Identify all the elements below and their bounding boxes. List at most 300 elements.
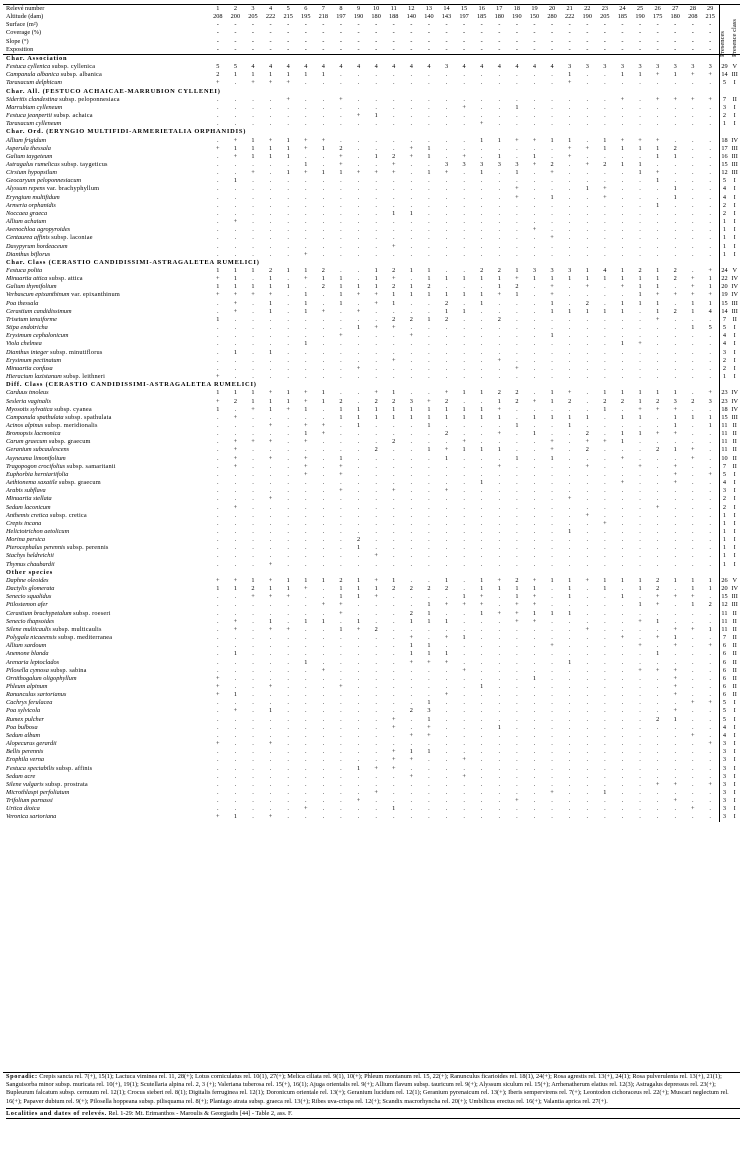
presence-count: 6 — [719, 659, 729, 667]
absent-value: . — [428, 772, 430, 780]
absent-value: . — [480, 454, 483, 462]
absent-value: . — [551, 495, 553, 503]
cover-value: + — [339, 487, 343, 495]
empty-value: - — [656, 29, 659, 37]
absent-value: . — [674, 731, 677, 739]
cover-value: 1 — [550, 389, 554, 397]
absent-value: . — [480, 79, 483, 87]
absent-value: . — [621, 324, 624, 332]
cover-value: 1 — [374, 413, 378, 421]
absent-value: . — [357, 185, 360, 193]
cover-value: + — [251, 169, 255, 177]
species-row — [3, 349, 740, 357]
cover-value: 4 — [550, 63, 554, 71]
species-name: Bellis perennis — [6, 748, 44, 756]
cover-value: 3 — [656, 63, 660, 71]
absent-value: . — [709, 650, 711, 658]
absent-value: . — [568, 650, 571, 658]
absent-value: . — [322, 103, 325, 111]
absent-value: . — [357, 479, 360, 487]
cover-value: 1 — [638, 144, 642, 152]
absent-value: . — [621, 511, 624, 519]
absent-value: . — [217, 185, 219, 193]
absent-value: . — [639, 731, 641, 739]
species-row — [3, 324, 740, 332]
absent-value: . — [621, 250, 624, 258]
cover-value: + — [409, 658, 414, 666]
absent-value: . — [709, 462, 711, 470]
absent-value: . — [639, 364, 641, 372]
cover-value: 1 — [444, 405, 449, 413]
species-row — [3, 218, 740, 226]
absent-value: . — [252, 511, 254, 519]
absent-value: . — [533, 813, 536, 821]
cover-value: 1 — [286, 152, 290, 160]
absent-value: . — [709, 177, 711, 185]
cover-value: 1 — [462, 307, 466, 315]
empty-value: - — [543, 46, 561, 55]
absent-value: . — [357, 813, 360, 821]
absent-value: . — [516, 699, 518, 707]
absent-value: . — [234, 112, 237, 120]
absent-value: . — [568, 764, 571, 772]
cover-value: 1 — [480, 299, 484, 307]
absent-value: . — [217, 764, 219, 772]
cover-value: + — [233, 617, 238, 625]
absent-value: . — [392, 112, 395, 120]
cover-value: + — [233, 152, 238, 160]
cover-value: + — [691, 731, 695, 739]
species-name: Poa sylvicola — [6, 707, 41, 715]
absent-value: . — [252, 364, 254, 372]
presence-class: III — [731, 144, 738, 152]
absent-value: . — [551, 544, 553, 552]
absent-value: . — [322, 299, 325, 307]
absent-value: . — [568, 462, 571, 470]
absent-value: . — [586, 723, 589, 731]
absent-value: . — [674, 560, 677, 568]
species-name-cell — [3, 112, 209, 120]
absent-value: . — [410, 242, 413, 250]
absent-value: . — [322, 585, 325, 593]
absent-value: . — [304, 731, 307, 739]
presence-count: 12 — [719, 601, 729, 609]
cover-value: + — [391, 169, 396, 177]
cover-value: 1 — [691, 324, 695, 332]
absent-value: . — [551, 479, 553, 487]
absent-value: . — [586, 332, 589, 340]
absent-value: . — [568, 315, 571, 323]
absent-value: . — [533, 625, 536, 633]
absent-value: . — [516, 528, 518, 535]
cover-value: 1 — [515, 169, 519, 177]
absent-value: . — [410, 511, 413, 519]
empty-value: - — [367, 46, 385, 55]
absent-value: . — [621, 462, 624, 470]
species-name-cell — [3, 675, 209, 683]
absent-value: . — [340, 560, 342, 568]
cover-value: + — [655, 95, 660, 103]
absent-value: . — [252, 462, 254, 470]
cover-value: 1 — [603, 136, 607, 144]
cover-value: 1 — [427, 609, 431, 617]
empty-value: - — [251, 37, 255, 45]
cover-value: 1 — [532, 430, 537, 438]
absent-value: . — [516, 209, 518, 217]
cover-value: 1 — [497, 446, 501, 454]
absent-value: . — [586, 234, 589, 242]
absent-value: . — [604, 617, 606, 625]
presence-count: 2 — [719, 365, 729, 373]
absent-value: . — [709, 748, 711, 756]
cover-value: + — [497, 405, 502, 413]
absent-value: . — [621, 446, 624, 454]
cover-value: 2 — [392, 152, 396, 160]
absent-value: . — [287, 740, 289, 748]
species-name-cell — [3, 267, 209, 275]
absent-value: . — [480, 201, 483, 209]
absent-value: . — [392, 226, 395, 234]
species-name-cell — [3, 634, 209, 642]
species-name: Asperula thessala — [6, 144, 51, 152]
cover-value: + — [233, 454, 238, 462]
absent-value: . — [551, 79, 553, 87]
absent-value: . — [586, 373, 589, 381]
absent-value: . — [234, 356, 237, 364]
cover-value: + — [620, 95, 625, 103]
absent-value: . — [551, 356, 553, 364]
species-name: Galium taygeteum — [6, 152, 53, 160]
cover-value: + — [550, 169, 554, 177]
absent-value: . — [217, 470, 219, 478]
absent-value: . — [692, 103, 694, 111]
absent-value: . — [269, 413, 272, 421]
cover-value: + — [303, 462, 308, 470]
absent-value: . — [463, 699, 465, 707]
absent-value: . — [639, 103, 641, 111]
cover-value: + — [303, 275, 308, 283]
absent-value: . — [445, 218, 448, 226]
cover-value: + — [374, 552, 378, 560]
absent-value: . — [428, 797, 430, 805]
absent-value: . — [252, 340, 254, 348]
absent-value: . — [480, 438, 483, 446]
absent-value: . — [340, 552, 342, 560]
cover-value: 1 — [339, 169, 343, 177]
absent-value: . — [586, 356, 589, 364]
absent-value: . — [217, 226, 219, 234]
header-value: 195 — [301, 13, 311, 21]
cover-value: + — [708, 95, 712, 103]
absent-value: . — [392, 462, 395, 470]
species-row — [3, 406, 740, 414]
absent-value: . — [304, 112, 307, 120]
cover-value: 1 — [392, 299, 396, 307]
absent-value: . — [322, 487, 325, 495]
absent-value: . — [217, 454, 219, 462]
absent-value: . — [604, 666, 606, 674]
absent-value: . — [269, 95, 272, 103]
absent-value: . — [674, 136, 677, 144]
presence-class: I — [733, 528, 736, 535]
absent-value: . — [428, 438, 430, 446]
empty-value: - — [339, 37, 342, 45]
absent-value: . — [604, 177, 606, 185]
absent-value: . — [551, 95, 553, 103]
species-name: Avenochloa agropyroides — [6, 226, 71, 234]
absent-value: . — [463, 748, 465, 756]
cover-value: 1 — [638, 299, 642, 307]
cover-value: 1 — [480, 136, 484, 144]
cover-value: + — [356, 364, 361, 372]
absent-value: . — [586, 528, 589, 535]
absent-value: . — [340, 209, 342, 217]
absent-value: . — [428, 544, 430, 552]
species-name: Daphne oleoides — [6, 576, 49, 584]
absent-value: . — [674, 454, 677, 462]
absent-value: . — [568, 731, 571, 739]
presence-count: 3 — [719, 765, 729, 773]
absent-value: . — [269, 201, 272, 209]
absent-value: . — [480, 552, 483, 560]
absent-value: . — [692, 560, 694, 568]
species-row — [3, 414, 740, 422]
absent-value: . — [604, 699, 606, 707]
absent-value: . — [269, 797, 272, 805]
species-row — [3, 332, 740, 340]
presence-class: I — [733, 79, 736, 87]
cover-value: 1 — [550, 576, 554, 584]
absent-value: . — [463, 731, 465, 739]
cover-value: 1 — [691, 413, 695, 421]
absent-value: . — [516, 250, 518, 258]
cover-value: 1 — [568, 275, 572, 283]
cover-value: 1 — [480, 389, 484, 397]
absent-value: . — [428, 324, 430, 332]
absent-value: . — [217, 136, 219, 144]
absent-value: . — [269, 731, 272, 739]
presence-class: I — [733, 364, 736, 372]
absent-value: . — [252, 740, 254, 748]
header-releve-row — [3, 5, 740, 14]
cover-value: 3 — [497, 160, 501, 168]
absent-value: . — [639, 780, 641, 788]
absent-value: . — [375, 332, 377, 340]
cover-value: + — [233, 218, 238, 226]
cover-value: 2 — [392, 585, 396, 593]
absent-value: . — [375, 756, 377, 764]
absent-value: . — [357, 299, 360, 307]
absent-value: . — [709, 438, 711, 446]
absent-value: . — [340, 389, 342, 397]
absent-value: . — [304, 356, 307, 364]
absent-value: . — [621, 585, 624, 593]
cover-value: 3 — [673, 397, 677, 405]
cover-value: 2 — [409, 315, 413, 323]
absent-value: . — [516, 634, 518, 642]
absent-value: . — [357, 226, 360, 234]
species-subtaxon: subsp. attica — [49, 275, 83, 283]
cover-value: 1 — [673, 193, 677, 201]
cover-value: 1 — [304, 405, 308, 413]
species-subtaxon: subsp. albanica — [60, 71, 103, 79]
cover-value: 1 — [409, 209, 413, 217]
absent-value: . — [551, 731, 553, 739]
absent-value: . — [586, 242, 589, 250]
absent-value: . — [392, 234, 395, 242]
absent-value: . — [375, 642, 377, 650]
cover-value: 1 — [568, 576, 572, 584]
absent-value: . — [340, 544, 342, 552]
cover-value: + — [620, 136, 625, 144]
presence-count: 3 — [719, 813, 729, 821]
absent-value: . — [709, 519, 711, 527]
absent-value: . — [692, 682, 694, 690]
absent-value: . — [463, 682, 465, 690]
absent-value: . — [516, 479, 518, 487]
absent-value: . — [674, 160, 677, 168]
absent-value: . — [287, 250, 289, 258]
species-row — [3, 577, 740, 585]
absent-value: . — [445, 609, 448, 617]
empty-value: - — [709, 29, 712, 37]
species-row — [3, 765, 740, 773]
cover-value: 1 — [462, 405, 466, 413]
absent-value: . — [533, 79, 536, 87]
cover-value: 1 — [585, 275, 589, 283]
cover-value: + — [462, 666, 466, 674]
absent-value: . — [217, 666, 219, 674]
cover-value: + — [321, 666, 326, 674]
cover-value: 1 — [444, 307, 449, 315]
presence-count: 6 — [719, 667, 729, 675]
absent-value: . — [410, 169, 413, 177]
cover-value: 2 — [515, 397, 519, 405]
cover-value: + — [268, 560, 273, 568]
absent-value: . — [480, 723, 483, 731]
cover-value: 1 — [409, 413, 413, 421]
cover-value: + — [268, 625, 273, 633]
section-header — [3, 88, 740, 96]
absent-value: . — [252, 487, 254, 495]
absent-value: . — [604, 797, 606, 805]
absent-value: . — [392, 519, 395, 527]
absent-value: . — [498, 511, 501, 519]
empty-value: - — [392, 37, 395, 45]
species-name: Festuca cyllenica — [6, 63, 51, 71]
absent-value: . — [586, 682, 589, 690]
species-name: Sedum album — [6, 731, 41, 739]
absent-value: . — [533, 364, 536, 372]
cover-value: + — [303, 389, 308, 397]
absent-value: . — [586, 120, 589, 128]
section-title: Char. Class (CERASTIO CANDIDISSIMI-ASTRAGALETEA RUMELICI) — [6, 258, 260, 266]
absent-value: . — [217, 169, 219, 177]
empty-value: - — [603, 29, 606, 37]
cover-value: 1 — [286, 283, 290, 291]
absent-value: . — [463, 120, 465, 128]
cover-value: + — [374, 324, 378, 332]
absent-value: . — [568, 209, 571, 217]
empty-value: - — [304, 29, 307, 37]
absent-value: . — [304, 283, 307, 291]
absent-value: . — [639, 764, 641, 772]
cover-value: + — [216, 691, 220, 699]
species-subtaxon: subsp. meridionalis — [44, 421, 98, 429]
presence-class: I — [733, 748, 736, 756]
absent-value: . — [656, 560, 659, 568]
species-name-cell — [3, 610, 209, 618]
absent-value: . — [674, 364, 677, 372]
absent-value: . — [674, 609, 677, 617]
cover-value: 1 — [427, 642, 431, 650]
absent-value: . — [498, 487, 501, 495]
absent-value: . — [445, 707, 448, 715]
absent-value: . — [392, 340, 395, 348]
cover-value: 1 — [269, 617, 273, 625]
absent-value: . — [692, 503, 694, 511]
absent-value: . — [375, 79, 377, 87]
absent-value: . — [498, 764, 501, 772]
absent-value: . — [287, 797, 289, 805]
absent-value: . — [217, 780, 219, 788]
absent-value: . — [252, 601, 254, 609]
absent-value: . — [252, 699, 254, 707]
species-name-cell — [3, 357, 209, 365]
absent-value: . — [621, 560, 624, 568]
absent-value: . — [340, 707, 342, 715]
presence-count: 2 — [719, 495, 729, 503]
species-row — [3, 536, 740, 544]
cover-value: 1 — [444, 413, 449, 421]
species-name: Alopecurus gerardii — [6, 740, 57, 748]
absent-value: . — [621, 813, 624, 821]
cover-value: 1 — [304, 160, 308, 168]
absent-value: . — [340, 356, 342, 364]
presence-count: 6 — [719, 650, 729, 658]
species-row — [3, 210, 740, 218]
absent-value: . — [428, 756, 430, 764]
species-name-cell — [3, 275, 209, 283]
absent-value: . — [639, 772, 641, 780]
species-name: Phleum alpinum — [6, 682, 48, 690]
species-name: Dianthus integer — [6, 348, 49, 356]
header-value: 280 — [547, 13, 557, 21]
absent-value: . — [340, 421, 342, 429]
absent-value: . — [340, 528, 342, 535]
absent-value: . — [322, 209, 325, 217]
absent-value: . — [445, 593, 448, 601]
cover-value: 2 — [585, 299, 589, 307]
absent-value: . — [340, 617, 342, 625]
presence-count: 3 — [719, 797, 729, 805]
absent-value: . — [340, 495, 342, 503]
empty-value: - — [533, 37, 536, 45]
header-value: 6 — [297, 5, 315, 14]
absent-value: . — [498, 364, 501, 372]
cover-value: 2 — [321, 267, 325, 274]
absent-value: . — [604, 462, 606, 470]
absent-value: . — [604, 413, 606, 421]
cover-value: + — [321, 307, 326, 315]
species-name: Thymus chaubardii — [6, 560, 55, 568]
absent-value: . — [516, 315, 518, 323]
absent-value: . — [498, 642, 501, 650]
absent-value: . — [604, 805, 606, 813]
species-name: Rumex pulcher — [6, 715, 44, 723]
absent-value: . — [674, 601, 677, 609]
absent-value: . — [428, 674, 430, 682]
